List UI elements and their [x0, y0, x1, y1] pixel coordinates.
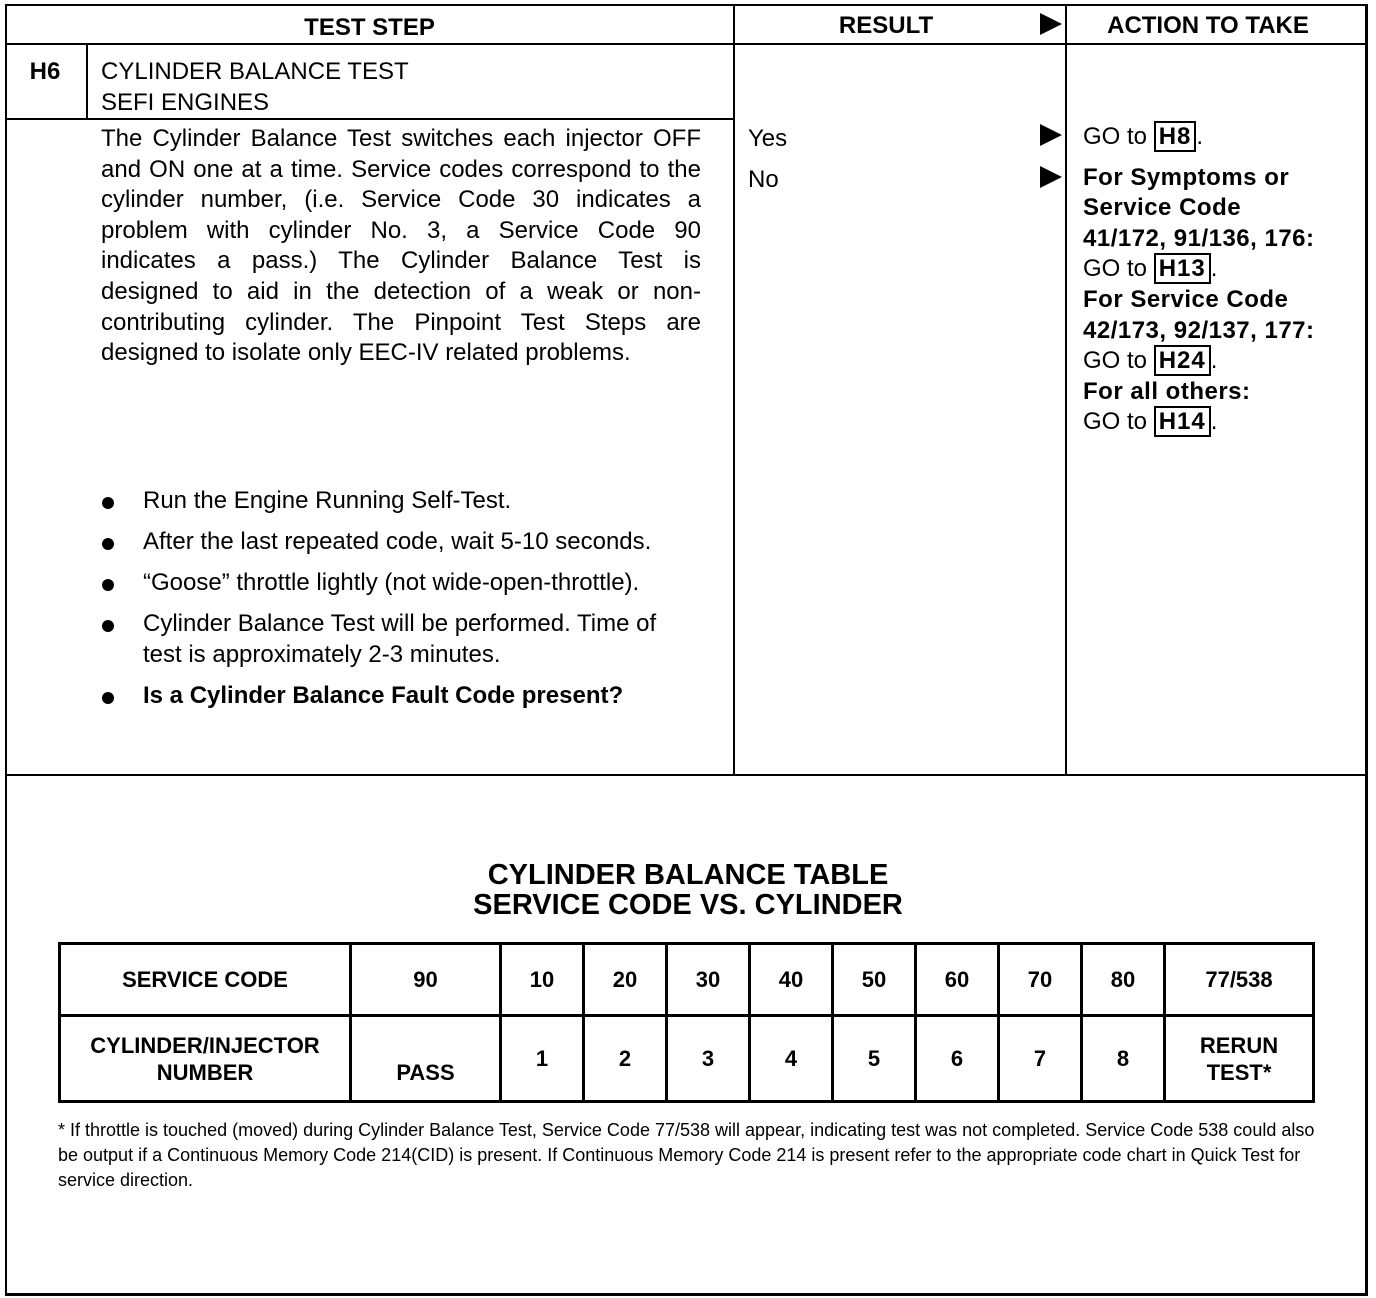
result-yes: Yes: [748, 125, 788, 152]
section-rule: [5, 774, 1367, 776]
bullet-item: “Goose” throttle lightly (not wide-open-throttle).: [100, 568, 700, 599]
cylinder-cell: 1: [501, 1016, 584, 1102]
code-cell: 80: [1082, 944, 1165, 1016]
action-service: GO to H24 .: [1083, 347, 1218, 375]
header-result: RESULT: [838, 12, 934, 39]
cylinder-cell: 6: [916, 1016, 999, 1102]
header-action: ACTION TO TAKE: [1107, 12, 1309, 39]
code-cell: 30: [667, 944, 750, 1016]
footnote: * If throttle is touched (moved) during Cylinder Balance Test, Service Code 77/538 will appear, indicating test was not completed. Service Code 538 could also be output if a Continuous Memory Code 214(CID) is present. If Continuous Memory Code 214 is present refer to the appropriate code chart in Quick Test for service direction.: [58, 1120, 1315, 1190]
action-column-divider: [1065, 4, 1067, 776]
step-title-line1: CYLINDER BALANCE TEST: [101, 58, 409, 85]
cylinder-cell: 8: [1082, 1016, 1165, 1102]
table-title-line1: CYLINDER BALANCE TABLE: [487, 859, 889, 891]
code-cell: 40: [750, 944, 833, 1016]
frame-left: [5, 4, 7, 1296]
go-to-text: GO to: [1083, 123, 1148, 150]
action-yes: GO to H8 .: [1083, 123, 1204, 150]
bullet-item: Cylinder Balance Test will be performed. Time of test is approximately 2-3 minutes.: [100, 609, 700, 670]
code-cell: 77/538: [1165, 944, 1314, 1016]
result-no: No: [748, 166, 779, 193]
step-id-divider: [86, 44, 88, 120]
header-rule: [5, 43, 1367, 45]
bullet-question: Is a Cylinder Balance Fault Code present?: [100, 681, 700, 712]
bullet-item: After the last repeated code, wait 5-10 seconds.: [100, 527, 700, 558]
code-cell: 70: [999, 944, 1082, 1016]
go-to-text: GO to: [1083, 408, 1148, 436]
table-row: [60, 1016, 1314, 1102]
row-label-cylinder: CYLINDER/INJECTOR NUMBER: [60, 1016, 351, 1102]
go-to-text: GO to: [1083, 347, 1148, 375]
frame-bottom: [5, 1293, 1368, 1296]
step-ref-h8[interactable]: H8: [1154, 121, 1197, 152]
action-others: GO to H14 .: [1083, 408, 1218, 436]
cylinder-cell: 3: [667, 1016, 750, 1102]
table-title-line2: SERVICE CODE VS. CYLINDER: [473, 889, 903, 921]
action-symptoms: GO to H13 .: [1083, 255, 1218, 283]
cylinder-cell: PASS: [351, 1016, 501, 1102]
table-row: [60, 944, 1314, 1016]
step-id: H6: [29, 58, 61, 85]
service-label: For Service Code: [1083, 285, 1289, 313]
action-list: [1083, 122, 1363, 438]
code-cell: 90: [351, 944, 501, 1016]
cylinder-cell: 4: [750, 1016, 833, 1102]
step-title: [101, 56, 409, 118]
step-ref-h14[interactable]: H14: [1154, 406, 1211, 437]
step-description: The Cylinder Balance Test switches each injector OFF and ON one at a time. Service codes correspond to the cylinder number, (i.e. Service Code 30 indicates a problem with cylinder No. 3, a Service Code 90 indicates a pass.) The Cylinder Balance Test is designed to aid in the detection of a weak or non-contributing cylinder. The Pinpoint Test Steps are designed to isolate only EEC-IV related problems.: [101, 125, 701, 367]
cylinder-cell: 2: [584, 1016, 667, 1102]
step-ref-h24[interactable]: H24: [1154, 345, 1211, 376]
others-label: For all others:: [1083, 377, 1251, 405]
row-label-service-code: SERVICE CODE: [60, 944, 351, 1016]
symptoms-label: For Symptoms or Service Code: [1083, 163, 1290, 222]
arrow-right-icon: [1040, 124, 1062, 146]
cylinder-balance-table: [58, 942, 1315, 1103]
code-cell: 20: [584, 944, 667, 1016]
step-ref-h13[interactable]: H13: [1154, 253, 1211, 284]
frame-right: [1365, 4, 1368, 1296]
step-bullets: [100, 486, 700, 722]
service-codes: 42/173, 92/137, 177:: [1083, 316, 1315, 344]
cylinder-cell: RERUN TEST*: [1165, 1016, 1314, 1102]
header-test-step: TEST STEP: [304, 14, 435, 41]
step-title-line2: SEFI ENGINES: [101, 89, 270, 116]
frame-top: [5, 4, 1367, 6]
title-rule: [5, 118, 735, 120]
code-cell: 10: [501, 944, 584, 1016]
cylinder-cell: 7: [999, 1016, 1082, 1102]
go-to-text: GO to: [1083, 255, 1148, 283]
bullet-item: Run the Engine Running Self-Test.: [100, 486, 700, 517]
symptoms-codes: 41/172, 91/136, 176:: [1083, 224, 1315, 252]
code-cell: 60: [916, 944, 999, 1016]
arrow-right-icon: [1040, 166, 1062, 188]
arrow-right-icon: [1040, 13, 1062, 35]
cylinder-cell: 5: [833, 1016, 916, 1102]
code-cell: 50: [833, 944, 916, 1016]
